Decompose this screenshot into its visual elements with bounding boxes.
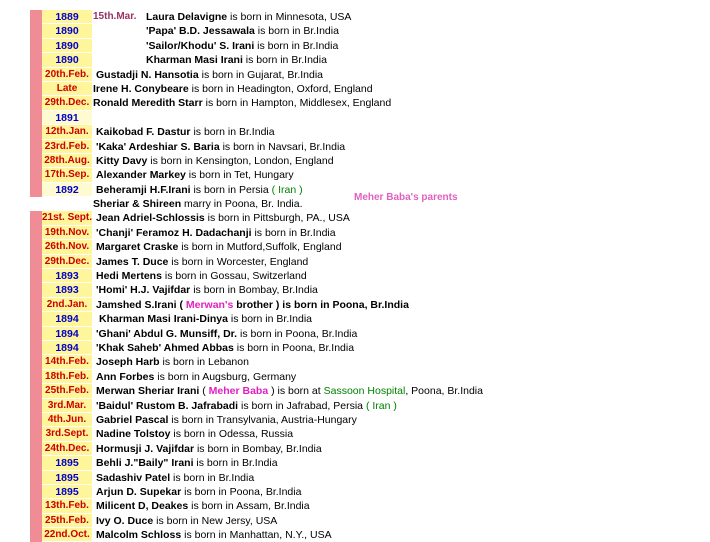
entry-text: is born in Augsburg, Germany	[154, 370, 297, 383]
row-date: 1894	[42, 327, 92, 341]
row-entry	[96, 370, 296, 384]
timeline-row	[30, 96, 510, 110]
row-date: 25th.Feb.	[42, 514, 92, 528]
person-name: Laura Delavigne	[146, 11, 228, 23]
entry-text: is born in Lebanon	[159, 356, 249, 369]
row-marker	[30, 240, 42, 254]
entry-text: is born in Pittsburgh, PA., USA	[204, 212, 350, 225]
row-entry	[96, 168, 294, 182]
row-date: 3rd.Sept.	[42, 427, 92, 441]
person-name: Margaret Craske	[96, 241, 179, 254]
row-marker	[30, 298, 42, 312]
row-date: 1890	[42, 24, 92, 38]
person-name: Kharman Masi Irani	[146, 54, 243, 67]
row-entry	[96, 140, 345, 154]
timeline-row	[30, 226, 510, 240]
row-date: Late	[42, 82, 92, 96]
row-date	[42, 197, 92, 211]
person-name: 'Papa' B.D. Jessawala	[146, 25, 255, 38]
person-name: Ann Forbes	[96, 370, 155, 383]
person-name: Beheramji H.F.Irani	[96, 183, 191, 196]
person-name: Ronald Meredith Starr	[93, 97, 203, 110]
entry-text: is born in Minnesota, USA	[227, 11, 352, 23]
row-date: 29th.Dec.	[42, 96, 92, 110]
row-marker	[30, 53, 42, 67]
person-name: Kitty Davy	[96, 154, 148, 167]
person-name: 'Khak Saheb' Ahmed Abbas	[96, 341, 234, 354]
row-date: 12th.Jan.	[42, 125, 92, 139]
entry-text: is born in Manhattan, N.Y., USA	[181, 529, 332, 542]
row-marker	[30, 211, 42, 225]
row-date: 18th.Feb.	[42, 370, 92, 384]
row-date: 1890	[42, 39, 92, 53]
row-marker	[30, 39, 42, 53]
entry-text: is born in Poona, Br.India	[237, 327, 358, 340]
person-name: Jamshed S.Irani (	[96, 298, 186, 311]
entry-text: is born in Poona, Br.India	[181, 485, 302, 498]
row-entry	[96, 183, 303, 197]
person-name: 'Chanji' Feramoz H. Dadachanji	[96, 226, 252, 239]
row-date: 22nd.Oct.	[42, 528, 92, 542]
row-marker	[30, 384, 42, 398]
person-name: Kaikobad F. Dastur	[96, 126, 191, 139]
timeline-row	[30, 240, 510, 254]
entry-text: is born in Mutford,Suffolk, England	[178, 241, 342, 254]
row-date: 14th.Feb.	[42, 355, 92, 369]
row-entry	[146, 39, 338, 53]
row-date: 1890	[42, 53, 92, 67]
timeline-row	[30, 298, 510, 312]
row-entry	[96, 283, 318, 297]
entry-text: is born in Headington, Oxford, England	[188, 82, 373, 95]
entry-text: is born in Odessa, Russia	[170, 428, 294, 441]
row-date: 2nd.Jan.	[42, 298, 92, 312]
row-marker	[30, 111, 42, 125]
row-entry	[99, 312, 312, 326]
highlight-name: Meher Baba	[208, 385, 269, 398]
person-name: Sadashiv Patel	[96, 471, 171, 484]
row-marker	[30, 68, 42, 82]
entry-text: marry in Poona, Br. India.	[181, 198, 303, 211]
timeline-row	[30, 39, 510, 53]
timeline-row	[30, 471, 510, 485]
row-marker	[30, 413, 42, 427]
entry-text: is born in Kensington, London, England	[147, 154, 334, 167]
row-marker	[30, 283, 42, 297]
row-date: 1892	[42, 183, 92, 197]
place-highlight: Sassoon Hospital	[323, 385, 406, 398]
row-date: 1895	[42, 471, 92, 485]
row-entry	[93, 96, 391, 110]
person-name: Joseph Harb	[96, 356, 160, 369]
row-date: 29th.Dec.	[42, 255, 92, 269]
row-marker	[30, 197, 42, 211]
row-date: 26th.Nov.	[42, 240, 92, 254]
entry-text: is born in Gujarat, Br.India	[198, 68, 324, 81]
row-date: 21st. Sept.	[42, 211, 92, 225]
timeline-row	[30, 211, 510, 225]
row-entry	[96, 514, 277, 528]
person-name: Irene H. Conybeare	[93, 82, 189, 95]
row-marker	[30, 154, 42, 168]
row-date: 1894	[42, 312, 92, 326]
row-date: 25th.Feb.	[42, 384, 92, 398]
row-date: 23rd.Feb.	[42, 140, 92, 154]
row-entry	[96, 499, 310, 513]
row-entry	[93, 82, 373, 96]
row-entry	[96, 442, 322, 456]
row-marker	[30, 355, 42, 369]
entry-text: ) is born at	[268, 385, 324, 398]
timeline-row	[30, 442, 510, 456]
entry-text: is born in Br.India	[170, 471, 255, 484]
person-name: Nadine Tolstoy	[96, 428, 171, 441]
row-entry	[96, 427, 293, 441]
row-date: 1889	[42, 10, 92, 24]
row-marker	[30, 471, 42, 485]
row-entry	[96, 269, 307, 283]
entry-text: , Poona, Br.India	[405, 385, 483, 398]
person-name: Kharman Masi Irani-Dinya	[99, 313, 228, 326]
highlight-name: Merwan's	[185, 298, 234, 311]
entry-text: is born in Gossau, Switzerland	[161, 270, 307, 283]
entry-text: is born in Br.India	[254, 39, 339, 52]
row-marker	[30, 499, 42, 513]
row-date: 19th.Nov.	[42, 226, 92, 240]
row-date: 13th.Feb.	[42, 499, 92, 513]
entry-text: is born in Hampton, Middlesex, England	[202, 97, 392, 110]
row-marker	[30, 10, 42, 24]
place-highlight: ( Iran )	[271, 183, 303, 196]
timeline-row	[30, 24, 510, 38]
timeline-row	[30, 528, 510, 542]
person-name: Merwan Sheriar Irani	[96, 385, 200, 398]
entry-text: is born in Transylvania, Austria-Hungary	[168, 413, 357, 426]
entry-text: is born in Br.India	[242, 54, 327, 67]
entry-text: is born in Bombay, Br.India	[194, 442, 322, 455]
row-marker	[30, 370, 42, 384]
row-marker	[30, 183, 42, 197]
timeline-row	[30, 283, 510, 297]
row-entry	[96, 471, 254, 485]
row-marker	[30, 514, 42, 528]
row-entry	[96, 226, 336, 240]
person-name: Hormusji J. Vajifdar	[96, 442, 195, 455]
row-date: 20th.Feb.	[42, 68, 92, 82]
row-entry	[93, 197, 303, 211]
entry-text: is born in Bombay, Br.India	[190, 284, 318, 297]
timeline-table	[30, 10, 510, 542]
timeline-row	[30, 168, 510, 182]
person-name: Sheriar & Shireen	[93, 198, 182, 211]
entry-text: is born in Br.India	[251, 226, 336, 239]
row-marker	[30, 125, 42, 139]
timeline-row	[30, 370, 510, 384]
row-entry	[96, 485, 301, 499]
person-name: 'Baidul' Rustom B. Jafrabadi	[96, 399, 239, 412]
person-name: Alexander Markey	[96, 169, 186, 182]
row-entry	[96, 68, 323, 82]
row-date: 1891	[42, 111, 92, 125]
row-entry	[96, 384, 483, 398]
row-entry	[96, 456, 278, 470]
timeline-row	[30, 485, 510, 499]
timeline-row	[30, 312, 510, 326]
row-date: 4th.Jun.	[42, 413, 92, 427]
row-date: 28th.Aug.	[42, 154, 92, 168]
row-date: 1893	[42, 269, 92, 283]
row-entry	[96, 413, 357, 427]
person-name: James T. Duce	[96, 255, 169, 268]
row-marker	[30, 399, 42, 413]
row-marker	[30, 528, 42, 542]
timeline-row	[30, 269, 510, 283]
row-entry	[96, 298, 409, 312]
person-name: 'Sailor/Khodu' S. Irani	[146, 39, 255, 52]
row-entry	[96, 240, 342, 254]
person-name: 'Ghani' Abdul G. Munsiff, Dr.	[96, 327, 238, 340]
place-highlight: ( Iran )	[365, 399, 397, 412]
entry-text: is born in Worcester, England	[168, 255, 309, 268]
entry-text: is born in Poona, Br.India	[233, 341, 355, 354]
person-name: Ivy O. Duce	[96, 514, 154, 527]
timeline-row	[30, 327, 510, 341]
timeline-row	[30, 514, 510, 528]
entry-text: is born in Br.India	[254, 25, 339, 38]
row-entry	[96, 255, 308, 269]
entry-text: is born in Tet, Hungary	[185, 169, 294, 182]
entry-text: is born in Br.India	[193, 457, 278, 470]
timeline-row	[30, 111, 510, 125]
row-entry	[96, 341, 354, 355]
row-entry	[96, 399, 397, 413]
row-date: 1895	[42, 485, 92, 499]
entry-text: is born in Br.India	[227, 313, 312, 326]
person-name: Behli J."Baily" Irani	[96, 457, 194, 470]
row-date: 3rd.Mar.	[42, 399, 92, 413]
timeline-row	[30, 499, 510, 513]
person-name: Gabriel Pascal	[96, 413, 169, 426]
timeline-row	[30, 10, 510, 24]
person-name: Jean Adriel-Schlossis	[96, 212, 205, 225]
timeline-row	[30, 53, 510, 67]
timeline-row	[30, 456, 510, 470]
row-date: 1894	[42, 341, 92, 355]
timeline-row	[30, 125, 510, 139]
person-name: Malcolm Schloss	[96, 529, 182, 542]
row-date: 17th.Sep.	[42, 168, 92, 182]
row-marker	[30, 485, 42, 499]
person-name: 'Homi' H.J. Vajifdar	[96, 284, 191, 297]
row-marker	[30, 96, 42, 110]
person-name: Arjun D. Supekar	[96, 485, 182, 498]
row-entry	[146, 53, 327, 67]
row-marker	[30, 255, 42, 269]
row-entry	[96, 528, 332, 542]
person-name: Milicent D, Deakes	[96, 500, 189, 513]
row-entry	[146, 10, 351, 24]
row-marker	[30, 456, 42, 470]
row-date: 1895	[42, 456, 92, 470]
timeline-row	[30, 341, 510, 355]
entry-text: is born in Br.India	[190, 126, 275, 139]
entry-text: is born in Navsari, Br.India	[219, 140, 346, 153]
row-date: 24th.Dec.	[42, 442, 92, 456]
timeline-row	[30, 384, 510, 398]
timeline-row	[30, 355, 510, 369]
timeline-row	[30, 413, 510, 427]
row-date: 1893	[42, 283, 92, 297]
timeline-row	[30, 427, 510, 441]
entry-text: is born in Jafrabad, Persia	[238, 399, 366, 412]
timeline-row	[30, 399, 510, 413]
row-marker	[30, 24, 42, 38]
entry-text: is born in New Jersy, USA	[153, 514, 278, 527]
person-name: Gustadji N. Hansotia	[96, 68, 199, 81]
row-marker	[30, 140, 42, 154]
row-marker	[30, 327, 42, 341]
row-marker	[30, 312, 42, 326]
row-marker	[30, 226, 42, 240]
timeline-row	[30, 68, 510, 82]
timeline-row	[30, 82, 510, 96]
row-entry	[96, 125, 275, 139]
row-aside-date: 15th.Mar.	[93, 11, 137, 22]
timeline-row	[30, 140, 510, 154]
timeline-row	[30, 255, 510, 269]
entry-text: (	[199, 385, 209, 398]
row-entry	[96, 355, 249, 369]
row-marker	[30, 168, 42, 182]
person-name: Hedi Mertens	[96, 270, 162, 283]
parents-note: Meher Baba's parents	[354, 192, 458, 203]
row-entry	[146, 24, 339, 38]
row-marker	[30, 269, 42, 283]
person-name: 'Kaka' Ardeshiar S. Baria	[96, 140, 220, 153]
entry-text: brother ) is born in Poona, Br.India	[233, 298, 409, 311]
row-marker	[30, 82, 42, 96]
row-marker	[30, 427, 42, 441]
timeline-row	[30, 154, 510, 168]
row-marker	[30, 442, 42, 456]
row-entry	[96, 327, 357, 341]
row-marker	[30, 341, 42, 355]
row-entry	[96, 154, 334, 168]
entry-text: is born in Persia	[190, 183, 272, 196]
entry-text: is born in Assam, Br.India	[188, 500, 310, 513]
row-entry	[96, 211, 350, 225]
